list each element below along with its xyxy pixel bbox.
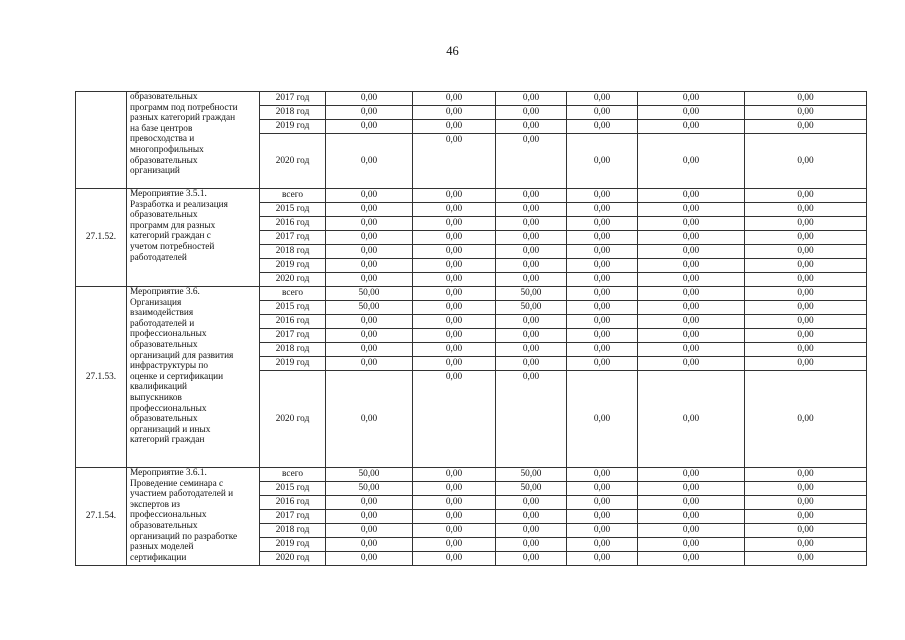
amount-cell: 0,00 — [745, 357, 867, 371]
amount-cell: 0,00 — [745, 301, 867, 315]
period-label: всего — [260, 287, 326, 301]
amount-cell: 0,00 — [326, 120, 413, 134]
period-label: 2020 год — [260, 371, 326, 468]
amount-cell: 0,00 — [496, 510, 567, 524]
amount-cell: 0,00 — [638, 524, 745, 538]
activity-name-line: превосходства и — [130, 134, 195, 145]
activity-name-line: Мероприятие 3.6.1. — [130, 468, 207, 478]
amount-cell: 0,00 — [638, 371, 745, 468]
amount-cell: 0,00 — [638, 510, 745, 524]
amount-cell: 0,00 — [567, 203, 638, 217]
row-code: 27.1.52. — [76, 189, 127, 287]
amount-cell: 0,00 — [638, 496, 745, 510]
amount-cell: 0,00 — [638, 120, 745, 134]
amount-cell: 0,00 — [496, 203, 567, 217]
amount-cell: 0,00 — [413, 217, 496, 231]
period-label: 2018 год — [260, 524, 326, 538]
amount-cell: 0,00 — [496, 357, 567, 371]
activity-name-line: программ под потребности — [130, 102, 238, 113]
budget-table — [75, 91, 867, 566]
amount-cell: 0,00 — [567, 496, 638, 510]
amount-cell: 0,00 — [567, 510, 638, 524]
amount-cell: 0,00 — [413, 552, 496, 566]
period-label: 2019 год — [260, 357, 326, 371]
table-row — [76, 92, 867, 106]
amount-cell — [413, 371, 496, 468]
amount-cell: 0,00 — [745, 315, 867, 329]
period-label: всего — [260, 468, 326, 482]
period-label: 2019 год — [260, 538, 326, 552]
period-label: 2018 год — [260, 343, 326, 357]
activity-name-line: оценке и сертификации — [130, 371, 224, 382]
period-label: 2020 год — [260, 273, 326, 287]
activity-name-line: разных категорий граждан — [130, 113, 236, 124]
amount-cell: 0,00 — [567, 273, 638, 287]
activity-name-line: образовательных — [130, 414, 198, 425]
amount-cell: 0,00 — [567, 315, 638, 329]
amount-cell: 0,00 — [567, 92, 638, 106]
amount-cell: 0,00 — [567, 245, 638, 259]
amount-cell: 0,00 — [567, 538, 638, 552]
amount-cell: 0,00 — [496, 106, 567, 120]
table-row — [76, 287, 867, 301]
activity-name-line: Организация — [130, 297, 182, 308]
amount-cell: 50,00 — [326, 301, 413, 315]
amount-cell: 0,00 — [638, 106, 745, 120]
activity-name-line: Проведение семинара с — [130, 478, 224, 489]
amount-cell: 0,00 — [745, 120, 867, 134]
amount-cell: 0,00 — [413, 106, 496, 120]
amount-cell: 0,00 — [413, 468, 496, 482]
period-label: 2015 год — [260, 203, 326, 217]
amount-cell: 0,00 — [745, 106, 867, 120]
row-code: 27.1.54. — [76, 468, 127, 566]
period-label: 2016 год — [260, 217, 326, 231]
amount-cell: 0,00 — [413, 357, 496, 371]
amount-cell: 0,00 — [745, 189, 867, 203]
amount-cell: 0,00 — [496, 329, 567, 343]
amount-cell: 0,00 — [745, 482, 867, 496]
amount-cell: 50,00 — [326, 468, 413, 482]
amount-cell: 0,00 — [326, 259, 413, 273]
amount-cell: 0,00 — [496, 92, 567, 106]
amount-cell: 0,00 — [638, 189, 745, 203]
amount-cell: 0,00 — [745, 510, 867, 524]
amount-value: 0,00 — [522, 372, 540, 382]
amount-cell: 0,00 — [496, 245, 567, 259]
activity-name-line: образовательных — [130, 92, 198, 102]
amount-cell: 0,00 — [638, 343, 745, 357]
amount-cell: 0,00 — [413, 273, 496, 287]
amount-cell: 0,00 — [326, 371, 413, 468]
amount-cell: 0,00 — [326, 538, 413, 552]
amount-cell: 0,00 — [745, 552, 867, 566]
amount-cell: 0,00 — [326, 231, 413, 245]
amount-cell: 0,00 — [745, 203, 867, 217]
amount-cell: 0,00 — [567, 552, 638, 566]
row-code — [76, 92, 127, 189]
activity-name — [127, 189, 260, 287]
period-label: 2017 год — [260, 329, 326, 343]
amount-cell: 0,00 — [326, 106, 413, 120]
amount-cell: 0,00 — [496, 259, 567, 273]
amount-cell: 0,00 — [567, 217, 638, 231]
amount-cell: 0,00 — [496, 273, 567, 287]
amount-cell: 0,00 — [496, 315, 567, 329]
period-label: 2016 год — [260, 496, 326, 510]
amount-cell: 0,00 — [567, 357, 638, 371]
amount-cell: 0,00 — [496, 496, 567, 510]
amount-value: 0,00 — [445, 135, 463, 145]
amount-cell: 0,00 — [567, 287, 638, 301]
amount-cell: 0,00 — [326, 92, 413, 106]
amount-cell: 0,00 — [567, 371, 638, 468]
amount-cell: 0,00 — [745, 92, 867, 106]
row-code: 27.1.53. — [76, 287, 127, 468]
amount-cell: 0,00 — [638, 231, 745, 245]
amount-cell — [496, 134, 567, 189]
amount-cell: 0,00 — [326, 552, 413, 566]
amount-cell: 0,00 — [638, 134, 745, 189]
amount-cell: 0,00 — [638, 92, 745, 106]
activity-name — [127, 92, 260, 189]
amount-cell: 50,00 — [326, 287, 413, 301]
amount-cell: 0,00 — [638, 315, 745, 329]
activity-name-line: профессиональных — [130, 403, 207, 414]
amount-cell: 0,00 — [745, 524, 867, 538]
amount-cell: 0,00 — [745, 287, 867, 301]
activity-name-line: Мероприятие 3.6. — [130, 287, 200, 297]
amount-cell: 0,00 — [567, 482, 638, 496]
amount-cell: 0,00 — [638, 301, 745, 315]
amount-cell: 0,00 — [567, 259, 638, 273]
activity-name — [127, 287, 260, 468]
amount-cell: 0,00 — [638, 538, 745, 552]
table-row — [76, 189, 867, 203]
amount-cell: 0,00 — [326, 134, 413, 189]
activity-name-line: организаций по разработке — [130, 531, 238, 542]
amount-cell: 0,00 — [638, 245, 745, 259]
amount-cell: 0,00 — [413, 231, 496, 245]
period-label: 2019 год — [260, 259, 326, 273]
activity-name-line: профессиональных — [130, 329, 207, 340]
period-label: 2015 год — [260, 482, 326, 496]
amount-cell: 0,00 — [496, 552, 567, 566]
page-number: 46 — [446, 44, 459, 58]
period-label: 2017 год — [260, 510, 326, 524]
amount-cell: 0,00 — [745, 245, 867, 259]
activity-name-line: выпускников — [130, 392, 182, 403]
amount-cell: 0,00 — [638, 217, 745, 231]
amount-cell: 0,00 — [496, 120, 567, 134]
amount-cell: 0,00 — [413, 301, 496, 315]
amount-cell: 0,00 — [413, 524, 496, 538]
amount-cell: 0,00 — [745, 134, 867, 189]
amount-cell: 0,00 — [413, 287, 496, 301]
amount-cell: 0,00 — [413, 510, 496, 524]
period-label: 2020 год — [260, 552, 326, 566]
activity-name-line: Мероприятие 3.5.1. — [130, 189, 207, 199]
amount-cell: 0,00 — [745, 496, 867, 510]
amount-cell: 0,00 — [326, 189, 413, 203]
activity-name-line: инфраструктуры по — [130, 361, 209, 372]
amount-cell: 0,00 — [567, 189, 638, 203]
amount-cell: 0,00 — [567, 524, 638, 538]
amount-cell: 0,00 — [567, 329, 638, 343]
amount-cell: 0,00 — [638, 287, 745, 301]
amount-cell: 0,00 — [413, 92, 496, 106]
amount-cell: 0,00 — [745, 538, 867, 552]
table-row — [76, 468, 867, 482]
amount-cell: 0,00 — [496, 231, 567, 245]
amount-cell: 0,00 — [567, 120, 638, 134]
activity-name-line: работодателей — [130, 252, 187, 263]
amount-cell: 0,00 — [326, 524, 413, 538]
amount-cell: 0,00 — [745, 343, 867, 357]
amount-cell: 50,00 — [496, 287, 567, 301]
activity-name-line: образовательных — [130, 520, 198, 531]
amount-cell: 0,00 — [745, 217, 867, 231]
amount-cell: 0,00 — [413, 259, 496, 273]
amount-cell: 0,00 — [326, 496, 413, 510]
period-label: 2020 год — [260, 134, 326, 189]
activity-name-line: категорий граждан — [130, 435, 205, 446]
activity-name-line: организаций — [130, 166, 180, 177]
activity-name-line: Разработка и реализация — [130, 199, 228, 210]
amount-cell: 0,00 — [496, 217, 567, 231]
amount-cell: 0,00 — [638, 273, 745, 287]
activity-name-line: разных моделей — [130, 542, 194, 553]
amount-cell: 0,00 — [638, 357, 745, 371]
amount-cell: 0,00 — [326, 217, 413, 231]
activity-name-line: программ для разных — [130, 220, 216, 231]
amount-cell: 0,00 — [326, 273, 413, 287]
amount-cell: 0,00 — [413, 245, 496, 259]
amount-cell: 0,00 — [745, 371, 867, 468]
activity-name-line: образовательных — [130, 339, 198, 350]
amount-cell: 0,00 — [326, 510, 413, 524]
activity-name-line: образовательных — [130, 155, 198, 166]
activity-name-line: работодателей и — [130, 318, 195, 329]
amount-cell: 0,00 — [496, 343, 567, 357]
activity-name-line: категорий граждан с — [130, 231, 211, 242]
amount-cell: 0,00 — [745, 273, 867, 287]
activity-name-line: организаций для развития — [130, 350, 234, 361]
amount-cell: 0,00 — [745, 259, 867, 273]
period-label: 2017 год — [260, 231, 326, 245]
amount-cell: 50,00 — [496, 482, 567, 496]
activity-name-line: сертификации — [130, 552, 187, 563]
amount-cell: 0,00 — [496, 524, 567, 538]
amount-cell: 0,00 — [567, 106, 638, 120]
amount-cell: 0,00 — [413, 496, 496, 510]
amount-cell: 0,00 — [638, 329, 745, 343]
activity-name — [127, 468, 260, 566]
activity-name-line: профессиональных — [130, 510, 207, 521]
activity-name-line: экспертов из — [130, 499, 180, 510]
amount-cell: 0,00 — [326, 245, 413, 259]
amount-cell: 0,00 — [413, 120, 496, 134]
period-label: 2018 год — [260, 245, 326, 259]
period-label: 2018 год — [260, 106, 326, 120]
amount-cell: 50,00 — [496, 468, 567, 482]
amount-cell: 0,00 — [326, 203, 413, 217]
amount-cell: 0,00 — [638, 482, 745, 496]
amount-cell: 0,00 — [496, 538, 567, 552]
activity-name-line: организаций и иных — [130, 424, 211, 435]
amount-cell: 0,00 — [326, 315, 413, 329]
amount-cell — [413, 134, 496, 189]
amount-cell: 50,00 — [326, 482, 413, 496]
amount-cell: 0,00 — [638, 468, 745, 482]
amount-cell: 0,00 — [745, 329, 867, 343]
activity-name-line: на базе центров — [130, 123, 193, 134]
activity-name-line: учетом потребностей — [130, 241, 215, 252]
amount-cell: 0,00 — [567, 231, 638, 245]
activity-name-line: взаимодействия — [130, 308, 194, 319]
amount-cell: 0,00 — [326, 329, 413, 343]
amount-cell: 0,00 — [413, 343, 496, 357]
amount-cell: 0,00 — [567, 343, 638, 357]
activity-name-line: образовательных — [130, 210, 198, 221]
period-label: 2019 год — [260, 120, 326, 134]
amount-cell: 0,00 — [326, 343, 413, 357]
activity-name-line: квалификаций — [130, 382, 188, 393]
amount-cell: 50,00 — [496, 301, 567, 315]
amount-cell: 0,00 — [326, 357, 413, 371]
amount-cell: 0,00 — [413, 189, 496, 203]
amount-value: 0,00 — [522, 135, 540, 145]
amount-cell: 0,00 — [638, 552, 745, 566]
period-label: 2017 год — [260, 92, 326, 106]
amount-cell: 0,00 — [567, 134, 638, 189]
amount-cell: 0,00 — [638, 203, 745, 217]
amount-cell: 0,00 — [413, 538, 496, 552]
amount-cell: 0,00 — [638, 259, 745, 273]
activity-name-line: многопрофильных — [130, 144, 204, 155]
period-label: 2015 год — [260, 301, 326, 315]
amount-value: 0,00 — [445, 372, 463, 382]
amount-cell: 0,00 — [745, 468, 867, 482]
period-label: 2016 год — [260, 315, 326, 329]
activity-name-line: участием работодателей и — [130, 489, 234, 500]
amount-cell: 0,00 — [413, 482, 496, 496]
period-label: всего — [260, 189, 326, 203]
amount-cell: 0,00 — [413, 329, 496, 343]
amount-cell — [496, 371, 567, 468]
amount-cell: 0,00 — [413, 315, 496, 329]
amount-cell: 0,00 — [413, 203, 496, 217]
amount-cell: 0,00 — [745, 231, 867, 245]
amount-cell: 0,00 — [567, 468, 638, 482]
amount-cell: 0,00 — [496, 189, 567, 203]
amount-cell: 0,00 — [567, 301, 638, 315]
